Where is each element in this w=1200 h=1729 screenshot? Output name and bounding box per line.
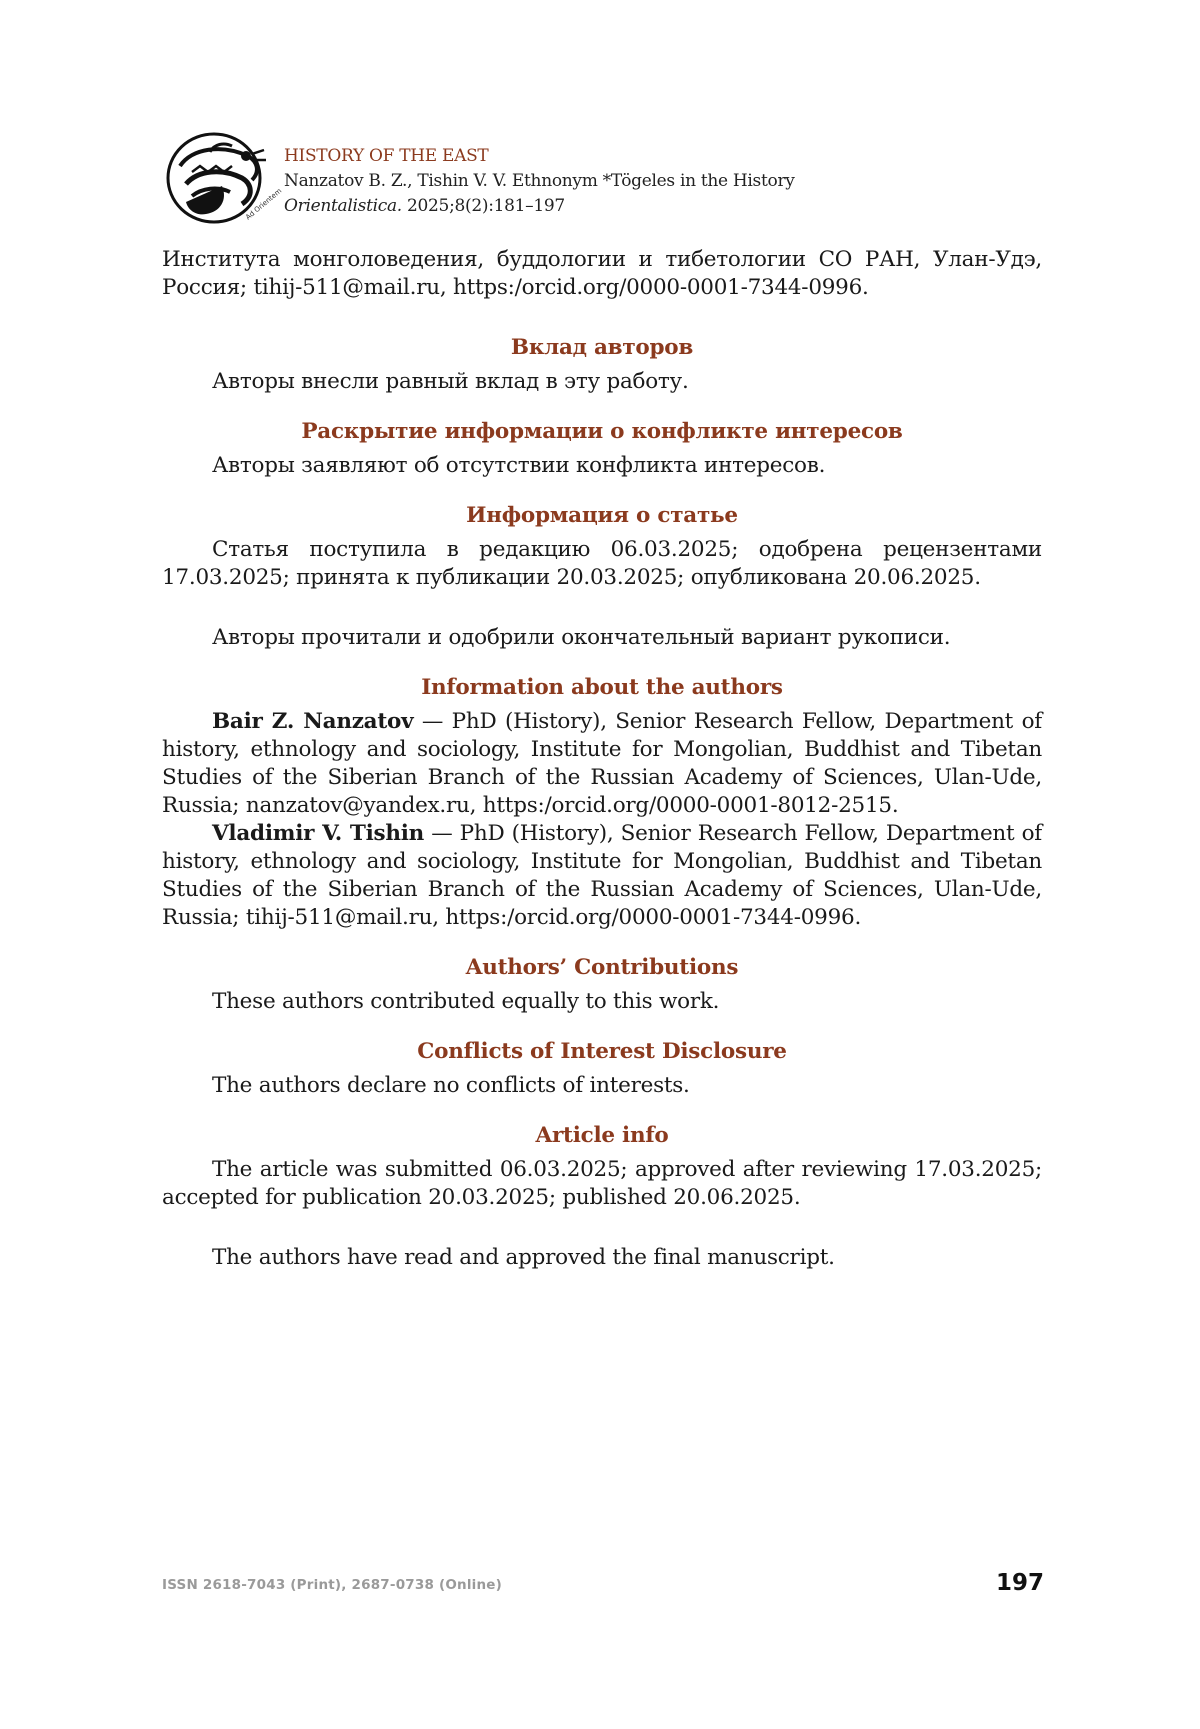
author-1-details: — PhD (History), Senior Research Fellow, Department of history, ethnology and sociology, Institute for Mongolian, Buddhist and Tibetan Studies of the Siberian Branch of the Russian Academy of Sciences, Ulan-Ude, Russia; nanzatov@yandex.ru, https:/orcid.org/0000-0001-8012-2515. bbox=[162, 709, 1042, 818]
ru-contrib-heading: Вклад авторов bbox=[510, 335, 694, 360]
en-approval-text: The authors have read and approved the final manuscript. bbox=[212, 1245, 835, 1270]
en-info-text: The article was submitted 06.03.2025; approved after reviewing 17.03.2025; accepted for publication 20.03.2025; published 20.06.2025. bbox=[162, 1157, 1042, 1210]
author-2-details: — PhD (History), Senior Research Fellow, Department of history, ethnology and sociology, Institute for Mongolian, Buddhist and Tibetan Studies of the Siberian Branch of the Russian Academy of Sciences, Ulan-Ude, Russia; tihij-511@mail.ru, https:/orcid.org/0000-0001-7344-0996. bbox=[162, 821, 1043, 930]
journal-issue: 2025;8(2):181–197 bbox=[401, 196, 565, 216]
en-authors-heading: Information about the authors bbox=[421, 675, 783, 700]
journal-title: Orientalistica. bbox=[284, 196, 402, 216]
en-conflict-heading: Conflicts of Interest Disclosure bbox=[417, 1039, 787, 1064]
en-contrib-heading: Authors’ Contributions bbox=[465, 955, 739, 980]
author-1-info bbox=[162, 708, 1042, 820]
footer-issn: ISSN 2618-7043 (Print), 2687-0738 (Online) bbox=[162, 1577, 503, 1593]
running-header bbox=[162, 126, 1042, 236]
author-2-info bbox=[162, 820, 1042, 932]
article-citation: Nanzatov B. Z., Tishin V. V. Ethnonym *Tögeles in the History bbox=[284, 171, 795, 191]
ru-contrib-text: Авторы внесли равный вклад в эту работу. bbox=[212, 369, 689, 394]
journal-reference bbox=[284, 194, 795, 219]
journal-emblem-icon bbox=[162, 126, 284, 230]
en-contrib-text: These authors contributed equally to this work. bbox=[212, 989, 720, 1014]
ru-info-heading: Информация о статье bbox=[466, 503, 738, 528]
ru-conflict-heading: Раскрытие информации о конфликте интересов bbox=[301, 419, 903, 444]
affiliation-continuation: Института монголоведения, буддологии и тибетологии СО РАН, Улан-Удэ, Россия; tihij-511@mail.ru, https:/orcid.org/0000-0001-7344-0996. bbox=[162, 247, 1042, 300]
ru-conflict-text: Авторы заявляют об отсутствии конфликта интересов. bbox=[212, 453, 826, 478]
en-conflict-text: The authors declare no conflicts of interests. bbox=[212, 1073, 690, 1098]
page-content bbox=[162, 246, 1042, 1272]
page-number: 197 bbox=[995, 1570, 1044, 1596]
journal-name: HISTORY OF THE EAST bbox=[284, 146, 489, 166]
ru-info-text: Статья поступила в редакцию 06.03.2025; одобрена рецензентами 17.03.2025; принята к публикации 20.03.2025; опубликована 20.06.2025. bbox=[162, 537, 1042, 590]
header-text bbox=[284, 144, 795, 219]
author-1-name: Bair Z. Nanzatov bbox=[212, 709, 414, 734]
en-info-heading: Article info bbox=[535, 1123, 669, 1148]
author-2-name: Vladimir V. Tishin bbox=[212, 821, 425, 846]
ru-approval-text: Авторы прочитали и одобрили окончательный вариант рукописи. bbox=[212, 625, 951, 650]
logo-text: Ad Orientem bbox=[244, 186, 284, 222]
